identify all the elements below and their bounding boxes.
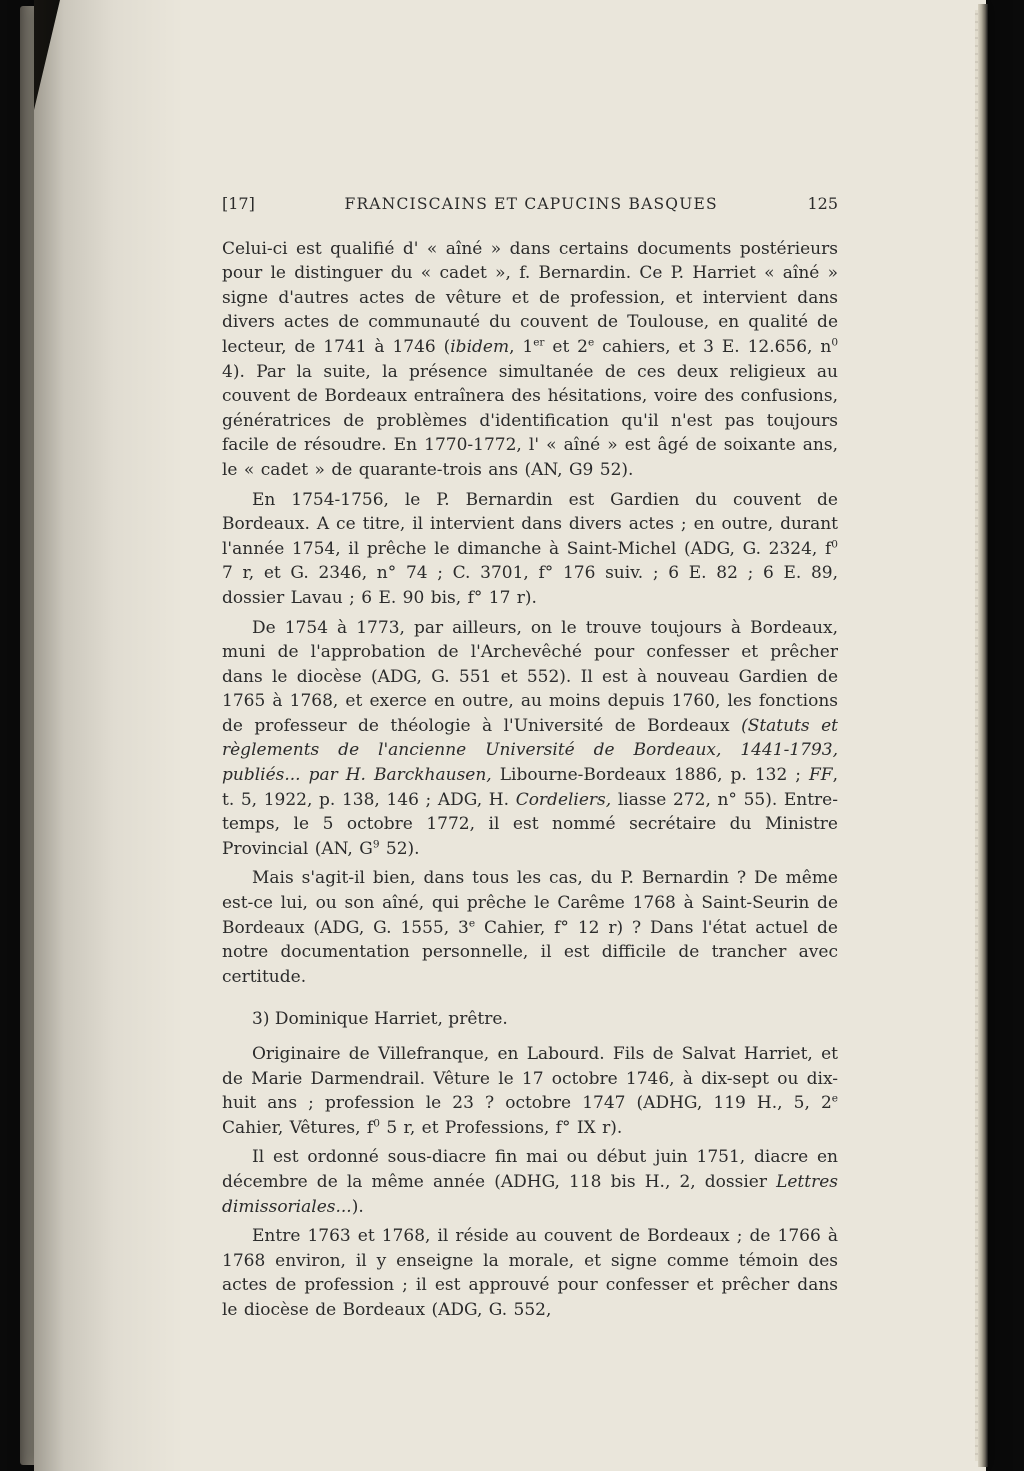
paragraph: En 1754-1756, le P. Bernardin est Gardien du couvent de Bordeaux. A ce titre, il intervient dans divers actes ; en outre, durant l'année 1754, il prêche le dimanche à Saint-Michel (ADG, G. 2324, $f^0$ 7 r, et G. 2346, n° 74 ; C. 3701, f° 176 suiv. ; 6 E. 82 ; 6 E. 89, dossier Lavau ; 6 E. 90 bis, f° 17 r).: [222, 489, 838, 608]
paragraph: Mais s'agit-il bien, dans tous les cas, du P. Bernardin ? De même est-ce lui, ou son aîné, qui prêche le Carême 1768 à Saint-Seurin de Bordeaux (ADG, G. 1555, 3e Cahier, f° 12 r) ? Dans l'état actuel de notre documentation personnelle, il est difficile de trancher avec certitude.: [222, 868, 838, 987]
paragraph: Originaire de Villefranque, en Labourd. Fils de Salvat Harriet, et de Marie Darmendrail. Vêture le 17 octobre 1746, à dix-sept ou dix-huit ans ; profession le 23 ? octobre 1747 (ADHG, 119 H., 5, 2e Cahier, Vêtures, $f^0$ 5 r, et Professions, f° IX r).: [222, 1044, 838, 1138]
paragraph: Celui-ci est qualifié d' « aîné » dans certains documents postérieurs pour le distinguer du « cadet », f. Bernardin. Ce P. Harriet « aîné » signe d'autres actes de vêture et de profession, et intervient dans divers actes de communauté du couvent de Toulouse, en qualité de lecteur, de 1741 à 1746 (ibidem, 1er et 2e cahiers, et 3 E. 12.656, $n^0$ 4). Par la suite, la présence simultanée de ces deux religieux au couvent de Bordeaux entraînera des hésitations, voire des confusions, génératrices de problèmes d'identification qu'il n'est pas toujours facile de résoudre. En 1770-1772, l' « aîné » est âgé de soixante ans, le « cadet » de quarante-trois ans (AN, G9 52).: [222, 238, 839, 480]
page-corner: [34, 0, 60, 110]
binding-gutter: [34, 0, 184, 1471]
page-edge: [978, 4, 988, 1467]
paragraph: Il est ordonné sous-diacre fin mai ou début juin 1751, diacre en décembre de la même année (ADHG, 118 bis H., 2, dossier Lettres dimissoriales...).: [222, 1147, 838, 1217]
text-block: [222, 192, 838, 1328]
header-section-number: [17]: [222, 194, 255, 213]
running-title: FRANCISCAINS ET CAPUCINS BASQUES: [344, 195, 718, 213]
page-header: [222, 192, 838, 217]
book-page: [34, 0, 986, 1471]
page-number: 125: [807, 194, 838, 213]
paragraph: Entre 1763 et 1768, il réside au couvent de Bordeaux ; de 1766 à 1768 environ, il y enseigne la morale, et signe comme témoin des actes de profession ; il est approuvé pour confesser et prêcher dans le diocèse de Bordeaux (ADG, G. 552,: [222, 1226, 838, 1320]
section-heading: 3) Dominique Harriet, prêtre.: [252, 1009, 508, 1030]
paragraph: De 1754 à 1773, par ailleurs, on le trouve toujours à Bordeaux, muni de l'approbation de l'Archevêché pour confesser et prêcher dans le diocèse (ADG, G. 551 et 552). Il est à nouveau Gardien de 1765 à 1768, et exerce en outre, au moins depuis 1760, les fonctions de professeur de théologie à l'Université de Bordeaux (Statuts et règlements de l'ancienne Université de Bordeaux, 1441-1793, publiés... par H. Barckhausen, Libourne-Bordeaux 1886, p. 132 ; FF, t. 5, 1922, p. 138, 146 ; ADG, H. Cordeliers, liasse 272, n° 55). Entre-temps, le 5 octobre 1772, il est nommé secrétaire du Ministre Provincial (AN, $G^9$ 52).: [222, 617, 838, 859]
